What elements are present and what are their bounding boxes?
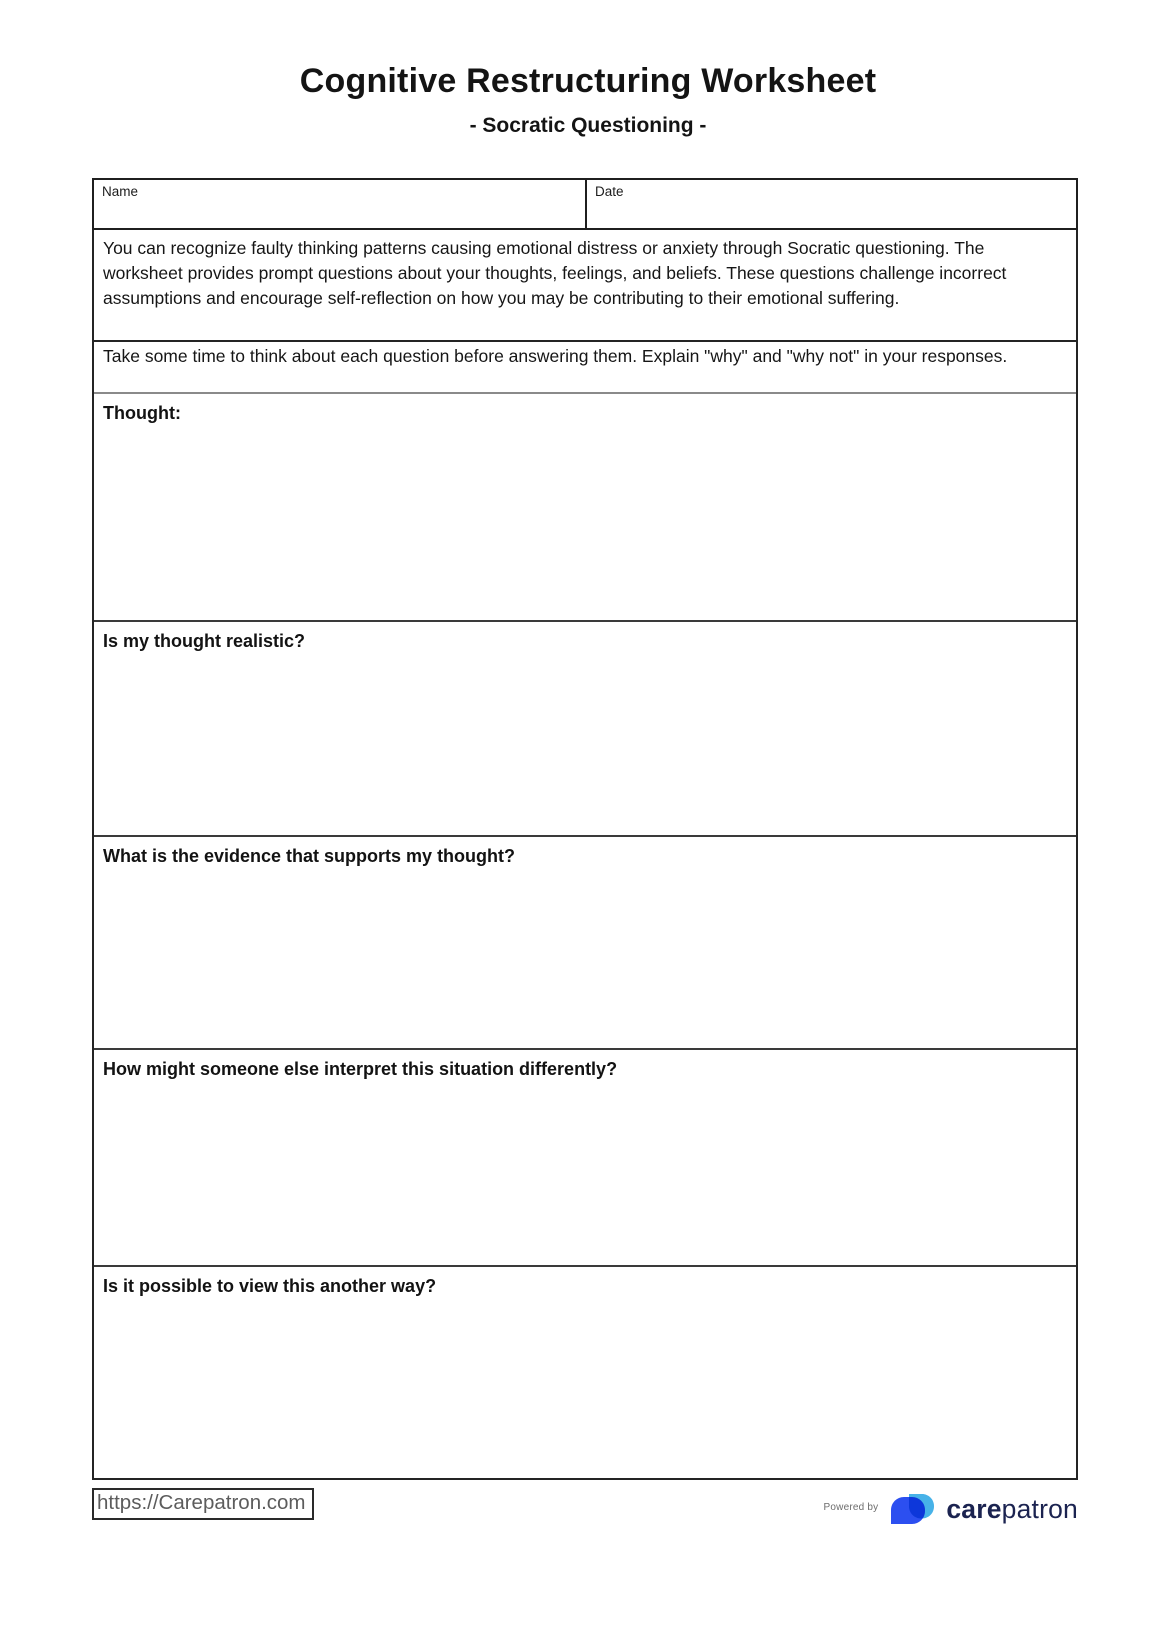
section-thought-realistic-answer-area[interactable] — [94, 652, 1076, 835]
instruction-paragraph: Take some time to think about each question before answering them. Explain "why" and "why not" in your responses. — [94, 340, 1076, 392]
name-date-table — [92, 178, 1078, 230]
date-field[interactable] — [585, 180, 1076, 228]
section-evidence-heading: What is the evidence that supports my thought? — [103, 846, 516, 866]
name-field[interactable] — [94, 180, 585, 228]
section-thought — [94, 392, 1076, 620]
section-another-way-answer-area[interactable] — [94, 1297, 1076, 1478]
carepatron-wordmark — [946, 1494, 1078, 1525]
page-title: Cognitive Restructuring Worksheet — [299, 62, 877, 100]
powered-by-label: Powered by — [823, 1501, 879, 1513]
carepatron-link[interactable]: https://Carepatron.com — [92, 1488, 314, 1520]
name-label: Name — [102, 184, 139, 199]
carepatron-wordmark-patron: patron — [1001, 1493, 1078, 1524]
document-footer — [92, 1488, 1078, 1530]
section-another-way — [94, 1265, 1076, 1478]
document-header — [0, 0, 1176, 138]
worksheet-main-box — [92, 230, 1078, 1480]
section-another-way-heading: Is it possible to view this another way? — [103, 1276, 437, 1296]
date-label: Date — [595, 184, 624, 199]
carepatron-logo-icon — [888, 1492, 936, 1530]
section-thought-realistic-heading: Is my thought realistic? — [103, 631, 306, 651]
section-other-interpretation — [94, 1048, 1076, 1265]
carepatron-wordmark-care: care — [946, 1493, 1002, 1524]
section-other-interpretation-heading: How might someone else interpret this situation differently? — [103, 1059, 618, 1079]
section-evidence-answer-area[interactable] — [94, 867, 1076, 1048]
section-thought-heading: Thought: — [103, 403, 181, 423]
powered-by-block — [824, 1488, 1078, 1530]
worksheet-body — [92, 178, 1078, 1480]
section-thought-answer-area[interactable] — [94, 424, 1076, 620]
page-subtitle: - Socratic Questioning - — [469, 114, 707, 137]
section-other-interpretation-answer-area[interactable] — [94, 1080, 1076, 1265]
section-thought-realistic — [94, 620, 1076, 835]
section-evidence — [94, 835, 1076, 1048]
intro-paragraph: You can recognize faulty thinking patterns causing emotional distress or anxiety through Socratic questioning. The worksheet provides prompt questions about your thoughts, feelings, and beliefs. These questions challenge incorrect assumptions and encourage self-reflection on how you may be contributing to their emotional suffering. — [103, 238, 1007, 308]
